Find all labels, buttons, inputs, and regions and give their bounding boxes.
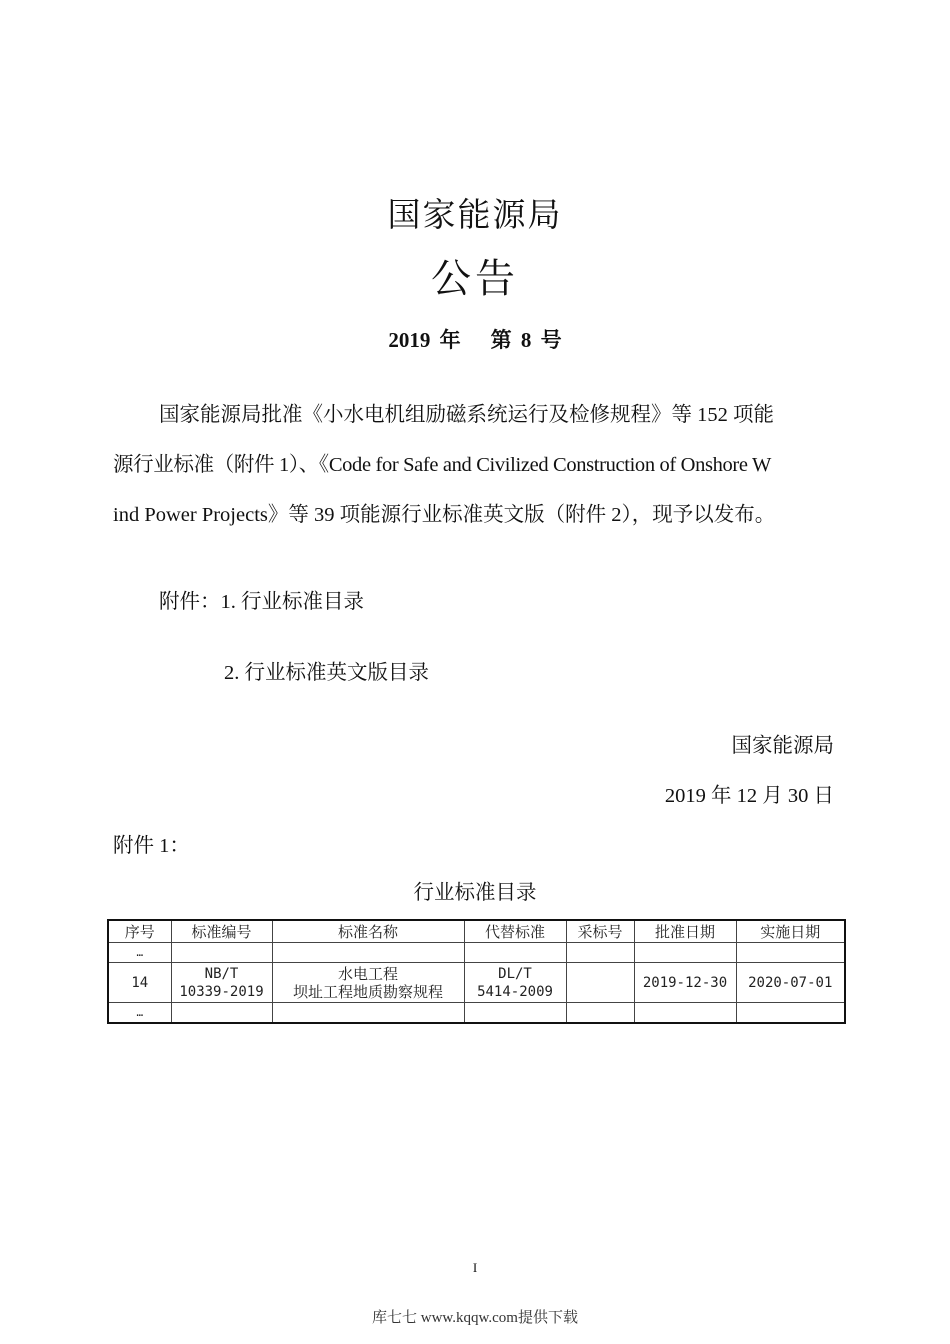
standards-table (107, 919, 846, 1024)
table-row (108, 1003, 845, 1024)
attachments-label: 附件： (159, 591, 221, 613)
cell-seq: … (108, 943, 171, 963)
body-line-3: ind Power Projects》等 39 项能源行业标准英文版（附件 2），现予以发布。 (113, 504, 776, 526)
cell-effective (736, 943, 845, 963)
attachments-line-1 (159, 587, 364, 617)
cell-replaces (464, 943, 566, 963)
cell-replaces (464, 963, 566, 1003)
signature-date: 2019 年 12 月 30 日 (664, 785, 834, 807)
appendix-label: 附件 1： (113, 835, 190, 857)
page-number: I (472, 1260, 478, 1275)
table-row (108, 943, 845, 963)
cell-replaces-line-1: DL/T (498, 965, 532, 982)
cell-seq: … (108, 1003, 171, 1024)
cell-effective (736, 1003, 845, 1024)
table-title: 行业标准目录 (413, 882, 537, 904)
cell-seq: 14 (108, 963, 171, 1003)
cell-name (272, 1003, 464, 1024)
body-line-2: 源行业标准（附件 1）、《Code for Safe and Civilized Construction of Onshore W (113, 454, 772, 476)
col-header-name: 标准名称 (272, 920, 464, 943)
cell-adopted (566, 943, 634, 963)
col-header-adopted: 采标号 (566, 920, 634, 943)
table-header-row (108, 920, 845, 943)
cell-code (171, 1003, 272, 1024)
col-header-effective: 实施日期 (736, 920, 845, 943)
cell-name-line-1: 水电工程 (337, 964, 398, 983)
cell-approved (634, 943, 736, 963)
body-line-1: 国家能源局批准《小水电机组励磁系统运行及检修规程》等 152 项能 (159, 404, 774, 426)
cell-name-line-2: 坝址工程地质勘察规程 (292, 982, 443, 1001)
notice-issue-number: 第 8 号 (490, 328, 562, 352)
cell-code (171, 943, 272, 963)
attachment-item-1: 1. 行业标准目录 (220, 591, 364, 613)
col-header-code: 标准编号 (171, 920, 272, 943)
table-row (108, 963, 845, 1003)
cell-effective: 2020-07-01 (736, 963, 845, 1003)
notice-year: 2019 年 (388, 328, 461, 352)
signature-issuer: 国家能源局 (731, 735, 834, 757)
cell-adopted (566, 963, 634, 1003)
cell-name (272, 963, 464, 1003)
cell-replaces (464, 1003, 566, 1024)
col-header-approved: 批准日期 (634, 920, 736, 943)
cell-code-line-2: 10339-2019 (179, 983, 264, 1000)
cell-adopted (566, 1003, 634, 1024)
cell-code (171, 963, 272, 1003)
notice-title: 公告 (431, 256, 519, 302)
agency-title: 国家能源局 (387, 195, 563, 234)
cell-replaces-line-2: 5414-2009 (477, 983, 553, 1000)
download-watermark: 库七七 www.kqqw.com提供下载 (372, 1310, 578, 1326)
notice-number (0, 325, 950, 355)
col-header-replaces: 代替标准 (464, 920, 566, 943)
attachment-item-2: 2. 行业标准英文版目录 (224, 662, 429, 684)
col-header-seq: 序号 (108, 920, 171, 943)
cell-approved (634, 1003, 736, 1024)
cell-approved: 2019-12-30 (634, 963, 736, 1003)
cell-code-line-1: NB/T (204, 965, 239, 982)
cell-name (272, 943, 464, 963)
